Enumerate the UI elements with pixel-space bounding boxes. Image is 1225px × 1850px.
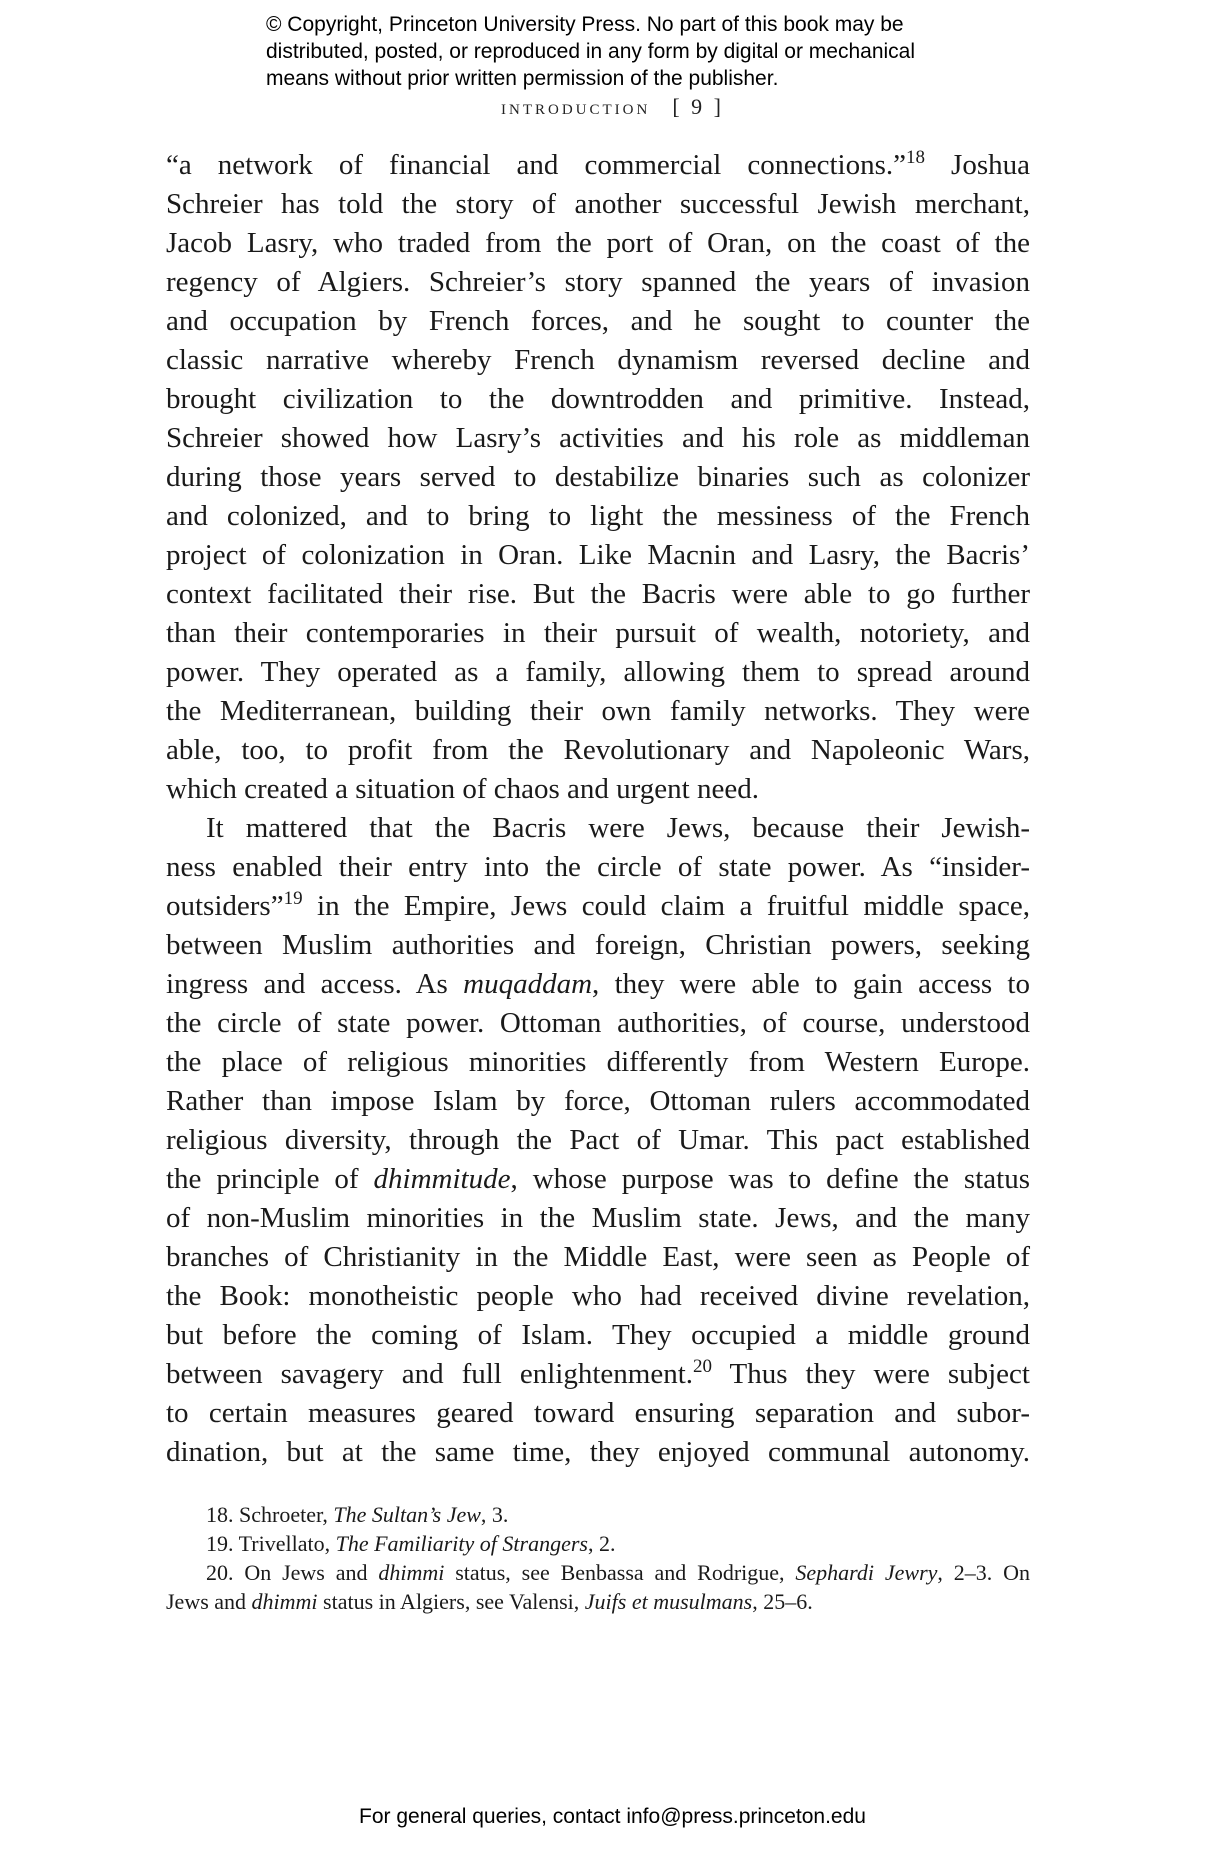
text-line <box>166 887 1030 926</box>
text-line: context facilitated their rise. But the Bacris were able to go further <box>166 578 1030 610</box>
footnotes <box>166 1500 1030 1616</box>
text-line <box>166 146 1030 185</box>
italic-title: Sephardi Jewry <box>795 1560 938 1585</box>
footnote-20 <box>166 1558 1030 1587</box>
text-line: between Muslim authorities and foreign, Christian powers, seeking <box>166 929 1030 961</box>
text-line: ness enabled their entry into the circle of state power. As “insider- <box>166 851 1030 883</box>
text-run: , 2. <box>587 1531 616 1556</box>
text-line: branches of Christianity in the Middle East, were seen as People of <box>166 1241 1030 1273</box>
text-run: Jews and <box>166 1589 252 1614</box>
page-number: [ 9 ] <box>672 94 724 119</box>
text-line <box>166 1160 1030 1199</box>
body-text <box>166 146 1030 1472</box>
text-line: the circle of state power. Ottoman authorities, of course, understood <box>166 1007 1030 1039</box>
text-line: It mattered that the Bacris were Jews, because their Jewish- <box>206 812 1030 844</box>
text-line <box>166 1355 1030 1394</box>
text-run: in the Empire, Jews could claim a fruitful middle space, <box>302 890 1030 922</box>
copyright-line: distributed, posted, or reproduced in any form by digital or mechanical <box>266 40 916 63</box>
footnote-20-continued <box>166 1587 1030 1616</box>
text-line: but before the coming of Islam. They occupied a middle ground <box>166 1319 1030 1351</box>
text-run: “a network of financial and commercial connections.” <box>166 149 906 181</box>
italic-title: The Familiarity of Strangers <box>335 1531 588 1556</box>
text-run: 19. Trivellato, <box>206 1531 336 1556</box>
copyright-notice <box>266 11 1006 92</box>
text-run: status, see Benbassa and Rodrigue, <box>444 1560 796 1585</box>
italic-title: The Sultan’s Jew <box>333 1502 481 1527</box>
running-head <box>0 94 1225 120</box>
text-run: , whose purpose was to define the status <box>510 1163 1030 1195</box>
text-line: which created a situation of chaos and urgent need. <box>166 773 759 805</box>
italic-term: dhimmi <box>378 1560 445 1585</box>
copyright-line: means without prior written permission of the publisher. <box>266 67 779 90</box>
text-line: and colonized, and to bring to light the messiness of the French <box>166 500 1030 532</box>
text-run: 20. On Jews and <box>206 1560 379 1585</box>
text-line: brought civilization to the downtrodden and primitive. Instead, <box>166 383 1030 415</box>
italic-term: muqaddam <box>463 968 593 1000</box>
text-line: the Book: monotheistic people who had received divine revelation, <box>166 1280 1030 1312</box>
text-run: Joshua <box>925 149 1030 181</box>
italic-title: Juifs et musulmans <box>584 1589 753 1614</box>
footnote-19 <box>166 1529 1030 1558</box>
text-run: the principle of <box>166 1163 374 1195</box>
text-run: between savagery and full enlightenment. <box>166 1358 694 1390</box>
text-line: classic narrative whereby French dynamism reversed decline and <box>166 344 1030 376</box>
text-line: dination, but at the same time, they enjoyed communal autonomy. <box>166 1436 1030 1468</box>
footnote-ref-18[interactable]: 18 <box>906 147 925 168</box>
italic-term: dhimmitude <box>373 1163 511 1195</box>
text-line: religious diversity, through the Pact of Umar. This pact established <box>166 1124 1030 1156</box>
footnote-ref-19[interactable]: 19 <box>283 888 303 909</box>
text-run: status in Algiers, see Valensi, <box>317 1589 585 1614</box>
text-line: Schreier has told the story of another successful Jewish merchant, <box>166 188 1030 220</box>
text-line: regency of Algiers. Schreier’s story spanned the years of invasion <box>166 266 1030 298</box>
text-line: project of colonization in Oran. Like Macnin and Lasry, the Bacris’ <box>166 539 1030 571</box>
footer-contact: For general queries, contact info@press.princeton.edu <box>359 1805 866 1828</box>
text-line: the Mediterranean, building their own family networks. They were <box>166 695 1030 727</box>
text-run: Thus they were subject <box>712 1358 1030 1390</box>
running-head-title: introduction <box>501 95 651 119</box>
text-run: , 3. <box>480 1502 509 1527</box>
text-run: 18. Schroeter, <box>206 1502 334 1527</box>
text-line: than their contemporaries in their pursuit of wealth, notoriety, and <box>166 617 1030 649</box>
text-line: to certain measures geared toward ensuring separation and subor- <box>166 1397 1030 1429</box>
text-run: , they were able to gain access to <box>592 968 1030 1000</box>
footnote-18 <box>166 1500 1030 1529</box>
text-run: , 2–3. On <box>937 1560 1031 1585</box>
text-line: Rather than impose Islam by force, Ottoman rulers accommodated <box>166 1085 1030 1117</box>
text-run: outsiders” <box>166 890 284 922</box>
text-line: power. They operated as a family, allowing them to spread around <box>166 656 1030 688</box>
text-run: ingress and access. As <box>166 968 464 1000</box>
text-line: able, too, to profit from the Revolutionary and Napoleonic Wars, <box>166 734 1030 766</box>
text-line: the place of religious minorities differently from Western Europe. <box>166 1046 1030 1078</box>
text-line <box>166 965 1030 1004</box>
copyright-line: © Copyright, Princeton University Press. No part of this book may be <box>266 13 904 36</box>
text-line: during those years served to destabilize binaries such as colonizer <box>166 461 1030 493</box>
italic-term: dhimmi <box>251 1589 318 1614</box>
text-line: Jacob Lasry, who traded from the port of Oran, on the coast of the <box>166 227 1030 259</box>
text-line: and occupation by French forces, and he sought to counter the <box>166 305 1030 337</box>
text-line: of non-Muslim minorities in the Muslim state. Jews, and the many <box>166 1202 1030 1234</box>
footnote-ref-20[interactable]: 20 <box>693 1356 713 1377</box>
text-line: Schreier showed how Lasry’s activities and his role as middleman <box>166 422 1030 454</box>
text-run: , 25–6. <box>752 1589 813 1614</box>
